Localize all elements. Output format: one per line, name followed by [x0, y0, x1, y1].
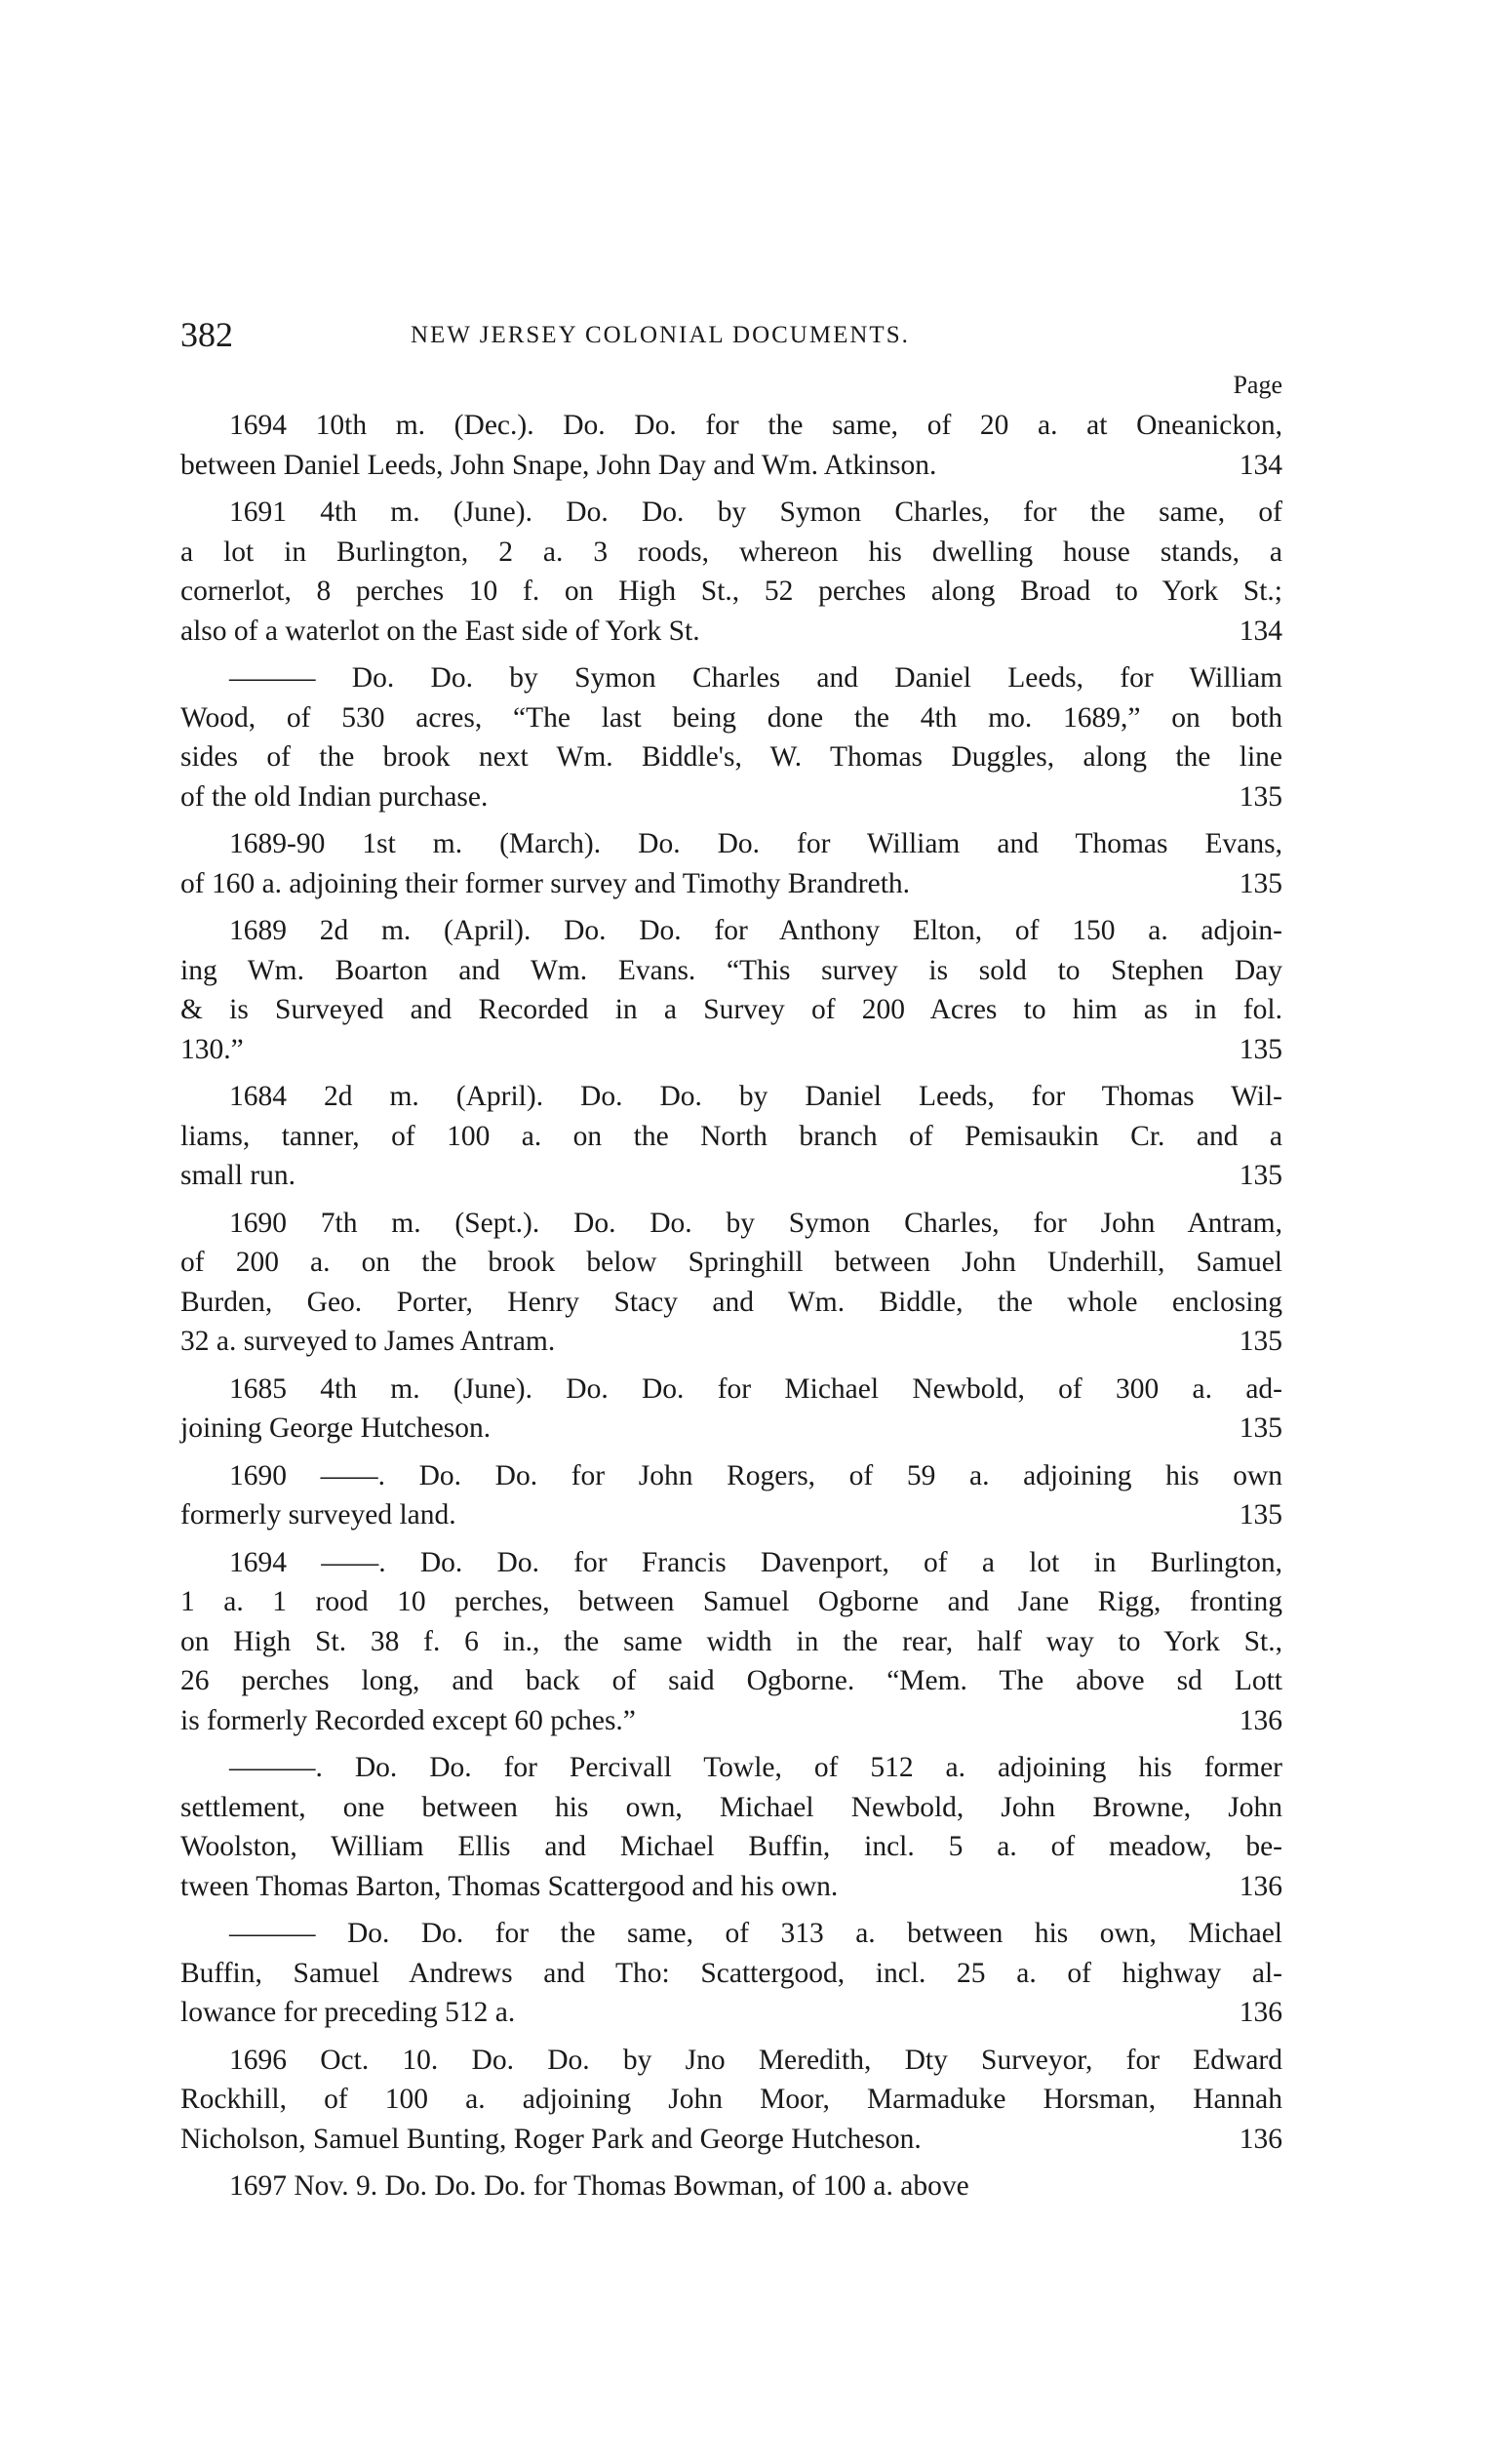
entry-line-text: 1691 4th m. (June). Do. Do. by Symon Charles, for the same, of: [229, 497, 1282, 528]
entry-line-text: settlement, one between his own, Michael Newbold, John Browne, John: [180, 1791, 1282, 1823]
page-reference: 134: [1239, 615, 1282, 647]
entry-line: [180, 612, 1282, 652]
entry-paragraph: [180, 1456, 1282, 1535]
entry-line-text: cornerlot, 8 perches 10 f. on High St., 52 perches along Broad to York St.;: [180, 576, 1282, 607]
entry-line: [180, 2080, 1282, 2120]
entry-line-text: 1689-90 1st m. (March). Do. Do. for William and Thomas Evans,: [229, 828, 1282, 859]
entry-paragraph: [180, 493, 1282, 651]
entry-line: [180, 698, 1282, 738]
entry-line: [180, 2041, 1282, 2081]
entry-line: [180, 1077, 1282, 1117]
entry-line: [180, 777, 1282, 817]
entry-line: [180, 1827, 1282, 1867]
page-reference: 136: [1239, 1704, 1282, 1736]
entry-line-text: Woolston, William Ellis and Michael Buffin, incl. 5 a. of meadow, be-: [180, 1831, 1282, 1862]
entry-line: [180, 1914, 1282, 1954]
entry-line-text: Rockhill, of 100 a. adjoining John Moor, Marmaduke Horsman, Hannah: [180, 2084, 1282, 2115]
entry-line-text: ing Wm. Boarton and Wm. Evans. “This survey is sold to Stephen Day: [180, 954, 1282, 986]
entry-line: [180, 1370, 1282, 1410]
entry-line-text: ——— Do. Do. for the same, of 313 a. between his own, Michael: [229, 1918, 1282, 1949]
entry-line-text: 1690 7th m. (Sept.). Do. Do. by Symon Charles, for John Antram,: [229, 1207, 1282, 1239]
entry-line-text: a lot in Burlington, 2 a. 3 roods, whereon his dwelling house stands, a: [180, 536, 1282, 568]
entry-paragraph: [180, 824, 1282, 903]
entry-line: [180, 824, 1282, 864]
entry-line: [180, 572, 1282, 612]
entry-line: [180, 911, 1282, 951]
entry-line-text: 130.”: [180, 1033, 244, 1065]
entry-paragraph: [180, 2166, 1282, 2206]
entry-paragraph: [180, 658, 1282, 816]
entry-line-text: 1694 ——. Do. Do. for Francis Davenport, of a lot in Burlington,: [229, 1546, 1282, 1578]
page-reference: 136: [1239, 1870, 1282, 1902]
entry-line: [180, 1954, 1282, 1994]
page-reference: 135: [1239, 1412, 1282, 1444]
entry-line-text: between Daniel Leeds, John Snape, John Day and Wm. Atkinson.: [180, 449, 937, 481]
entry-line: [180, 1543, 1282, 1583]
page-reference: 135: [1239, 780, 1282, 813]
entry-line: [180, 1788, 1282, 1828]
entry-paragraph: [180, 1914, 1282, 2033]
entry-line-text: lowance for preceding 512 a.: [180, 1997, 516, 2028]
entry-line: [180, 533, 1282, 573]
entry-line-text: 32 a. surveyed to James Antram.: [180, 1326, 556, 1357]
entry-line: [180, 737, 1282, 777]
page-column-label: Page: [1233, 371, 1282, 399]
entry-line-text: liams, tanner, of 100 a. on the North branch of Pemisaukin Cr. and a: [180, 1120, 1282, 1152]
running-title: NEW JERSEY COLONIAL DOCUMENTS.: [411, 322, 910, 348]
entry-line-text: 1689 2d m. (April). Do. Do. for Anthony Elton, of 150 a. adjoin-: [229, 915, 1282, 946]
entry-line-text: 26 perches long, and back of said Ogborne. “Mem. The above sd Lott: [180, 1665, 1282, 1696]
entry-line: [180, 1701, 1282, 1741]
page-number: 382: [180, 315, 233, 354]
entry-line-text: Wood, of 530 acres, “The last being done the 4th mo. 1689,” on both: [180, 701, 1282, 734]
document-page: [180, 314, 1282, 2206]
entry-line-text: Nicholson, Samuel Bunting, Roger Park and George Hutcheson.: [180, 2123, 922, 2155]
entry-line: [180, 1661, 1282, 1701]
entry-paragraph: [180, 2041, 1282, 2160]
entry-line: [180, 1582, 1282, 1622]
entry-line: [180, 493, 1282, 533]
entry-line: [180, 1748, 1282, 1788]
entry-line-text: Burden, Geo. Porter, Henry Stacy and Wm. Biddle, the whole enclosing: [180, 1286, 1282, 1318]
page-reference: 135: [1239, 1160, 1282, 1191]
entry-line-text: 1685 4th m. (June). Do. Do. for Michael Newbold, of 300 a. ad-: [229, 1372, 1282, 1405]
entry-line: [180, 658, 1282, 698]
entry-line-text: of 160 a. adjoining their former survey and Timothy Brandreth.: [180, 867, 911, 899]
entry-line-text: ———. Do. Do. for Percivall Towle, of 512 a. adjoining his former: [229, 1752, 1282, 1783]
entry-line: [180, 2120, 1282, 2160]
entry-line-text: on High St. 38 f. 6 in., the same width in the rear, half way to York St.,: [180, 1625, 1282, 1657]
page-reference: 136: [1239, 2123, 1282, 2155]
entry-line: [180, 1283, 1282, 1323]
entry-line-text: also of a waterlot on the East side of York St.: [180, 615, 700, 647]
page-reference: 134: [1239, 449, 1282, 481]
entry-paragraph: [180, 1748, 1282, 1906]
entry-paragraph: [180, 911, 1282, 1069]
entry-line-text: & is Surveyed and Recorded in a Survey of 200 Acres to him as in fol.: [180, 994, 1282, 1025]
entry-line: [180, 1117, 1282, 1157]
entry-line-text: ——— Do. Do. by Symon Charles and Daniel Leeds, for William: [229, 662, 1282, 694]
entry-line: [180, 1495, 1282, 1535]
entry-line: [180, 951, 1282, 991]
entry-paragraph: [180, 1204, 1282, 1362]
entry-line-text: tween Thomas Barton, Thomas Scattergood and his own.: [180, 1870, 839, 1902]
entry-line-text: 1694 10th m. (Dec.). Do. Do. for the same, of 20 a. at Oneanickon,: [229, 410, 1282, 441]
page-reference: 135: [1239, 1499, 1282, 1530]
entry-line-text: of the old Indian purchase.: [180, 780, 489, 813]
page-reference: 136: [1239, 1997, 1282, 2028]
entry-line-text: small run.: [180, 1160, 295, 1191]
entry-line: [180, 1243, 1282, 1283]
entry-line-text: 1696 Oct. 10. Do. Do. by Jno Meredith, Dty Surveyor, for Edward: [229, 2044, 1282, 2076]
entry-line: [180, 1322, 1282, 1362]
entry-line-text: 1684 2d m. (April). Do. Do. by Daniel Leeds, for Thomas Wil-: [229, 1081, 1282, 1112]
entry-line: [180, 1156, 1282, 1196]
entry-line-text: sides of the brook next Wm. Biddle's, W. Thomas Duggles, along the line: [180, 741, 1282, 773]
entry-line: [180, 446, 1282, 486]
entry-line: [180, 1993, 1282, 2033]
entry-line-text: formerly surveyed land.: [180, 1499, 456, 1530]
entry-line: [180, 1456, 1282, 1496]
entry-line-text: joining George Hutcheson.: [180, 1412, 492, 1444]
page-reference: 135: [1239, 1033, 1282, 1065]
page-reference: 135: [1239, 867, 1282, 899]
entry-line: [180, 2166, 1282, 2206]
entry-line: [180, 990, 1282, 1030]
entry-line-text: 1690 ——. Do. Do. for John Rogers, of 59 a. adjoining his own: [229, 1459, 1282, 1491]
entry-line-text: 1697 Nov. 9. Do. Do. Do. for Thomas Bowman, of 100 a. above: [229, 2170, 969, 2202]
entry-paragraph: [180, 1077, 1282, 1196]
entry-paragraph: [180, 1543, 1282, 1741]
entry-line: [180, 864, 1282, 904]
entry-line: [180, 1030, 1282, 1070]
page-reference: 135: [1239, 1326, 1282, 1357]
entry-line-text: Buffin, Samuel Andrews and Tho: Scattergood, incl. 25 a. of highway al-: [180, 1957, 1282, 1989]
entry-line-text: is formerly Recorded except 60 pches.”: [180, 1704, 636, 1736]
entry-paragraph: [180, 406, 1282, 485]
entry-line-text: 1 a. 1 rood 10 perches, between Samuel Ogborne and Jane Rigg, fronting: [180, 1586, 1282, 1617]
entry-line: [180, 1204, 1282, 1244]
entry-paragraph: [180, 1370, 1282, 1449]
entries-list: [180, 406, 1282, 2206]
entry-line-text: of 200 a. on the brook below Springhill between John Underhill, Samuel: [180, 1247, 1282, 1278]
entry-line: [180, 406, 1282, 446]
entry-line: [180, 1867, 1282, 1907]
entry-line: [180, 1409, 1282, 1449]
page-header: [180, 314, 1282, 365]
entry-line: [180, 1622, 1282, 1662]
